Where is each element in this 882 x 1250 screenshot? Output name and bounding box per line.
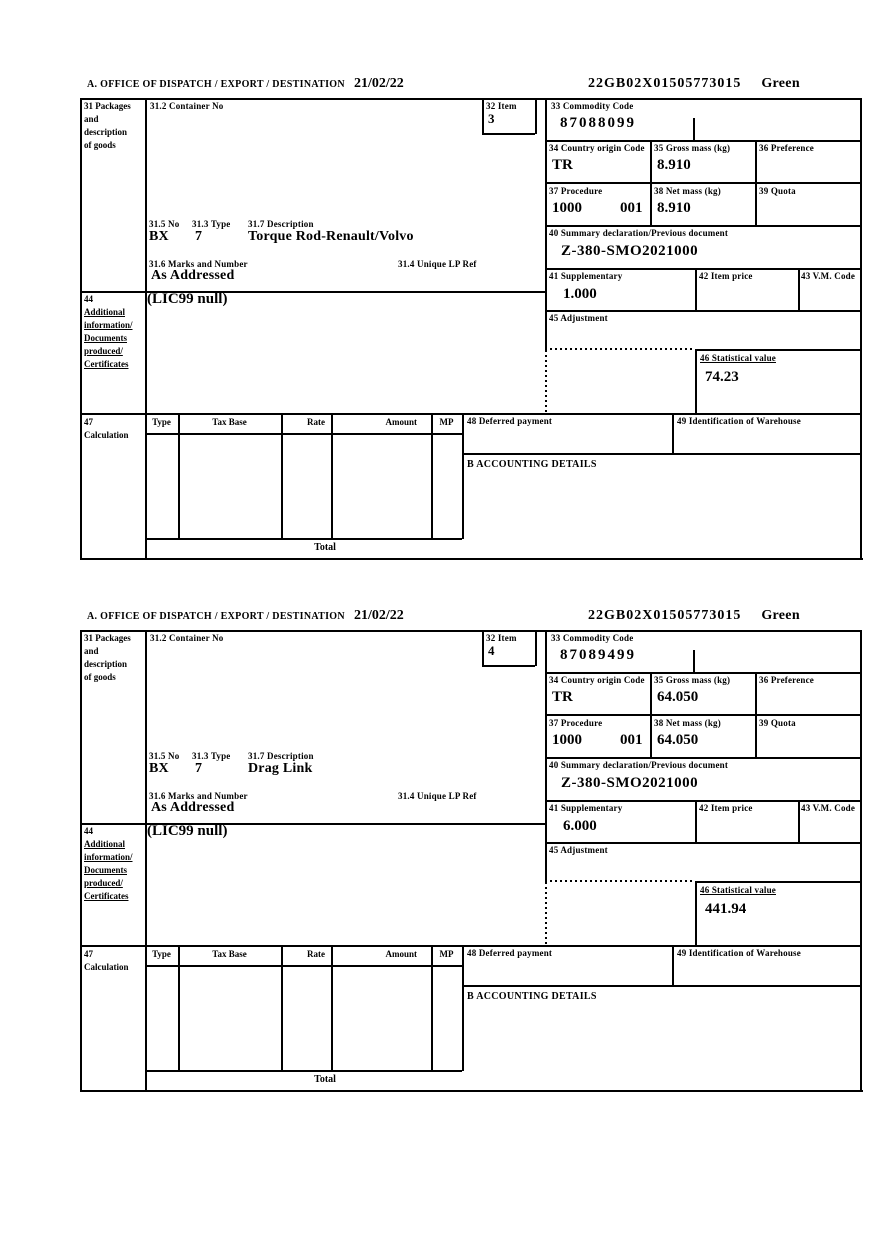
field-41-value: 1.000 (563, 286, 597, 302)
field-33-label: 33 Commodity Code (551, 633, 634, 643)
field-41-value: 6.000 (563, 818, 597, 834)
field-37-label: 37 Procedure (549, 186, 603, 196)
field-35-label: 35 Gross mass (kg) (654, 675, 731, 685)
calc-header-mp: MP (439, 949, 454, 959)
declaration-date: 21/02/22 (354, 608, 404, 623)
field-38-label: 38 Net mass (kg) (654, 718, 721, 728)
field-34-value: TR (552, 689, 573, 705)
field-31-7-label: 31.7 Description (248, 219, 314, 229)
field-31-6-value: As Addressed (151, 800, 235, 815)
field-31-7-label: 31.7 Description (248, 751, 314, 761)
field-40-value: Z-380-SMO2021000 (561, 775, 699, 791)
field-34-label: 34 Country origin Code (549, 143, 645, 153)
calc-total-label: Total (314, 542, 336, 553)
accounting-details-label: B ACCOUNTING DETAILS (467, 991, 597, 1002)
field-37-value: 1000 (552, 200, 582, 216)
field-37-ext-value: 001 (620, 732, 643, 748)
entry-reference (588, 608, 800, 624)
field-31-3-value: 7 (195, 761, 203, 776)
calc-header-tax-base: Tax Base (212, 417, 247, 427)
field-37-label: 37 Procedure (549, 718, 603, 728)
calc-header-tax-base: Tax Base (212, 949, 247, 959)
field-39-label: 39 Quota (759, 718, 796, 728)
calc-header-rate: Rate (307, 417, 325, 427)
field-36-label: 36 Preference (759, 675, 814, 685)
field-33-value: 87088099 (560, 115, 636, 131)
field-44-value: (LIC99 null) (147, 823, 228, 839)
field-49-label: 49 Identification of Warehouse (677, 948, 801, 958)
field-46-label: 46 Statistical value (700, 885, 776, 895)
field-49-label: 49 Identification of Warehouse (677, 416, 801, 426)
field-36-label: 36 Preference (759, 143, 814, 153)
field-31-3-value: 7 (195, 229, 203, 244)
declaration-date: 21/02/22 (354, 76, 404, 91)
field-39-label: 39 Quota (759, 186, 796, 196)
entry-reference (588, 76, 800, 92)
calc-total-label: Total (314, 1074, 336, 1085)
field-43-label: 43 V.M. Code (801, 803, 856, 813)
field-43-label: 43 V.M. Code (801, 271, 856, 281)
field-31-5-value: BX (149, 761, 169, 776)
field-45-label: 45 Adjustment (549, 845, 608, 855)
calc-header-amount: Amount (385, 949, 417, 959)
office-of-dispatch-title: A. OFFICE OF DISPATCH / EXPORT / DESTINATION (87, 79, 345, 90)
field-38-label: 38 Net mass (kg) (654, 186, 721, 196)
field-47-label: 47 Calculation (84, 949, 129, 972)
route-indicator: Green (761, 76, 800, 91)
calc-header-amount: Amount (385, 417, 417, 427)
field-40-label: 40 Summary declaration/Previous document (549, 760, 729, 770)
route-indicator: Green (761, 608, 800, 623)
calc-header-type: Type (152, 949, 171, 959)
field-31-6-value: As Addressed (151, 268, 235, 283)
field-41-label: 41 Supplementary (549, 271, 623, 281)
office-of-dispatch-title: A. OFFICE OF DISPATCH / EXPORT / DESTINATION (87, 611, 345, 622)
calc-header-mp: MP (439, 417, 454, 427)
field-31-7-value: Drag Link (248, 761, 313, 776)
field-31-4-label: 31.4 Unique LP Ref (398, 259, 477, 269)
field-37-ext-value: 001 (620, 200, 643, 216)
field-31-5-value: BX (149, 229, 169, 244)
field-37-value: 1000 (552, 732, 582, 748)
accounting-details-label: B ACCOUNTING DETAILS (467, 459, 597, 470)
field-48-label: 48 Deferred payment (467, 948, 553, 958)
field-46-value: 441.94 (705, 901, 747, 917)
field-33-label: 33 Commodity Code (551, 101, 634, 111)
field-32-label: 32 Item (486, 633, 517, 643)
field-46-value: 74.23 (705, 369, 739, 385)
entry-number: 22GB02X01505773015 (588, 76, 742, 91)
field-38-value: 64.050 (657, 732, 699, 748)
field-42-label: 42 Item price (699, 803, 753, 813)
field-34-value: TR (552, 157, 573, 173)
field-47-label: 47 Calculation (84, 417, 129, 440)
field-31-6-label: 31.6 Marks and Number (149, 259, 248, 269)
entry-number: 22GB02X01505773015 (588, 608, 742, 623)
field-40-label: 40 Summary declaration/Previous document (549, 228, 729, 238)
field-31-6-label: 31.6 Marks and Number (149, 791, 248, 801)
field-33-value: 87089499 (560, 647, 636, 663)
field-46-label: 46 Statistical value (700, 353, 776, 363)
field-44-value: (LIC99 null) (147, 291, 228, 307)
field-31-3-label: 31.3 Type (192, 751, 231, 761)
field-31-label: 31 Packages and description of goods (84, 101, 131, 150)
field-31-5-label: 31.5 No (149, 219, 180, 229)
field-48-label: 48 Deferred payment (467, 416, 553, 426)
field-44-label: 44 Additional information/ Documents produced/ Certificates (84, 826, 133, 901)
field-32-label: 32 Item (486, 101, 517, 111)
field-45-label: 45 Adjustment (549, 313, 608, 323)
field-38-value: 8.910 (657, 200, 691, 216)
field-35-value: 8.910 (657, 157, 691, 173)
field-31-4-label: 31.4 Unique LP Ref (398, 791, 477, 801)
field-42-label: 42 Item price (699, 271, 753, 281)
field-44-label: 44 Additional information/ Documents produced/ Certificates (84, 294, 133, 369)
field-32-value: 3 (488, 111, 495, 126)
field-32-value: 4 (488, 643, 495, 658)
calc-header-type: Type (152, 417, 171, 427)
declaration-item-section (0, 532, 882, 1157)
field-31-7-value: Torque Rod-Renault/Volvo (248, 229, 414, 244)
field-31-label: 31 Packages and description of goods (84, 633, 131, 682)
field-35-label: 35 Gross mass (kg) (654, 143, 731, 153)
field-35-value: 64.050 (657, 689, 699, 705)
field-31-3-label: 31.3 Type (192, 219, 231, 229)
field-31-5-label: 31.5 No (149, 751, 180, 761)
field-31-2-label: 31.2 Container No (150, 101, 224, 111)
field-40-value: Z-380-SMO2021000 (561, 243, 699, 259)
field-34-label: 34 Country origin Code (549, 675, 645, 685)
field-31-2-label: 31.2 Container No (150, 633, 224, 643)
calc-header-rate: Rate (307, 949, 325, 959)
field-41-label: 41 Supplementary (549, 803, 623, 813)
